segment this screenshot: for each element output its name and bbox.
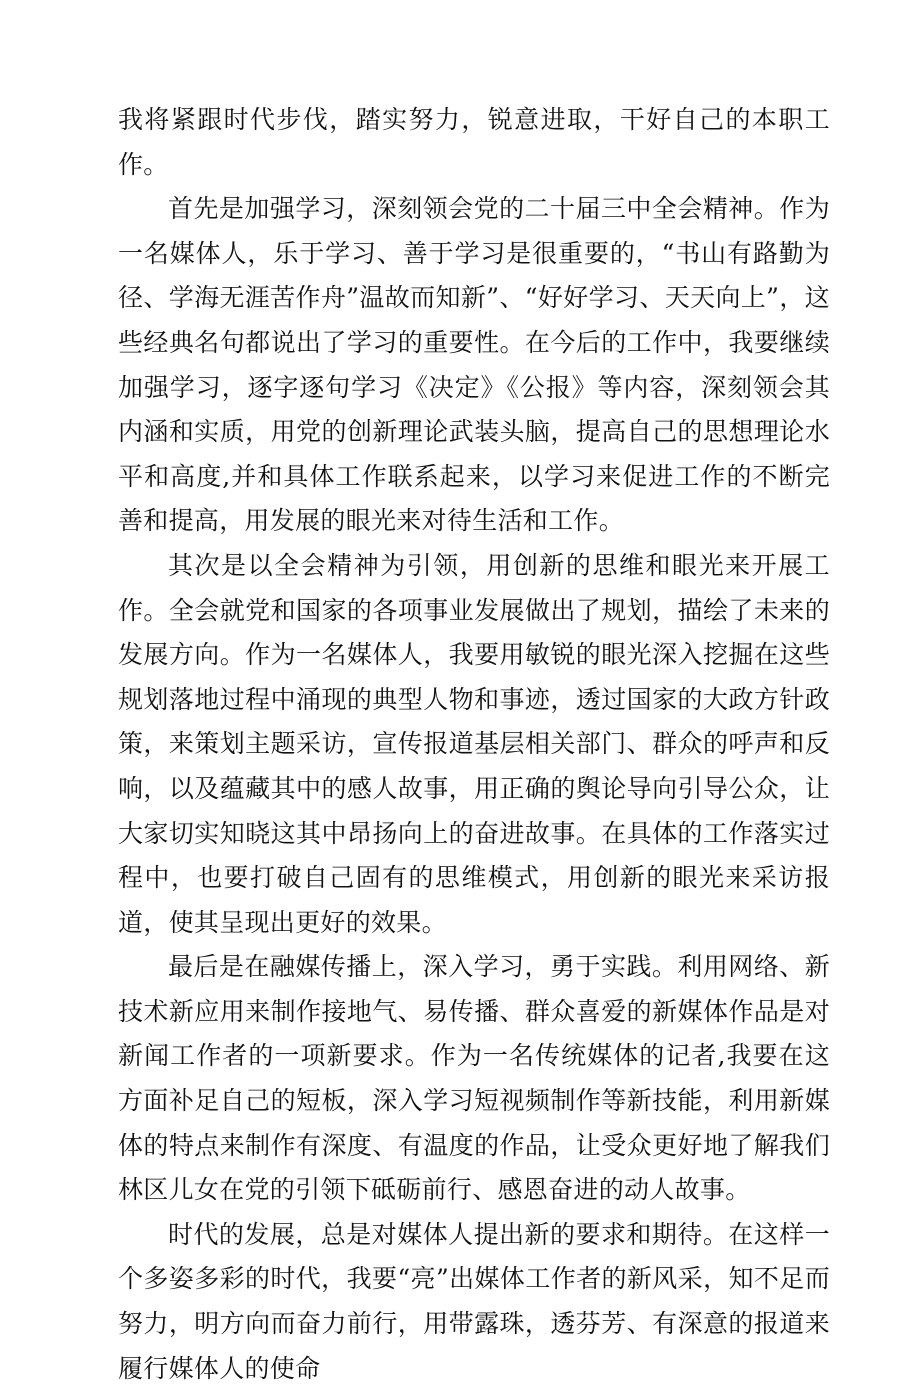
paragraph-conclusion: 时代的发展，总是对媒体人提出新的要求和期待。在这样一个多姿多彩的时代，我要“亮”出媒体工作者的新风采，知不足而努力，明方向而奋力前行，用带露珠，透芬芳、有深意的报道来履行媒体人的使命: [118, 1219, 830, 1383]
paragraph-intro-continuation: 我将紧跟时代步伐，踏实努力，锐意进取，干好自己的本职工作。: [118, 105, 830, 179]
paragraph-media-convergence: 最后是在融媒传播上，深入学习，勇于实践。利用网络、新技术新应用来制作接地气、易传播、群众喜爱的新媒体作品是对新闻工作者的一项新要求。作为一名传统媒体的记者,我要在这方面补足自己的短板，深入学习短视频制作等新技能，利用新媒体的特点来制作有深度、有温度的作品，让受众更好地了解我们林区儿女在党的引领下砥砺前行、感恩奋进的动人故事。: [118, 952, 830, 1205]
document-body: [118, 98, 830, 1391]
paragraph-innovation: 其次是以全会精神为引领，用创新的思维和眼光来开展工作。全会就党和国家的各项事业发展做出了规划，描绘了未来的发展方向。作为一名媒体人，我要用敏锐的眼光深入挖掘在这些规划落地过程中涌现的典型人物和事迹，透过国家的大政方针政策，来策划主题采访，宣传报道基层相关部门、群众的呼声和反响，以及蕴藏其中的感人故事，用正确的舆论导向引导公众，让大家切实知晓这其中昂扬向上的奋进故事。在具体的工作落实过程中，也要打破自己固有的思维模式，用创新的眼光来采访报道，使其呈现出更好的效果。: [118, 550, 830, 937]
paragraph-study: 首先是加强学习，深刻领会党的二十届三中全会精神。作为一名媒体人，乐于学习、善于学习是很重要的，“书山有路勤为径、学海无涯苦作舟”温故而知新”、“好好学习、天天向上”，这些经典名句都说出了学习的重要性。在今后的工作中，我要继续加强学习，逐字逐句学习《决定》《公报》等内容，深刻领会其内涵和实质，用党的创新理论武装头脑，提高自己的思想理论水平和高度,并和具体工作联系起来，以学习来促进工作的不断完善和提高，用发展的眼光来对待生活和工作。: [118, 194, 830, 536]
